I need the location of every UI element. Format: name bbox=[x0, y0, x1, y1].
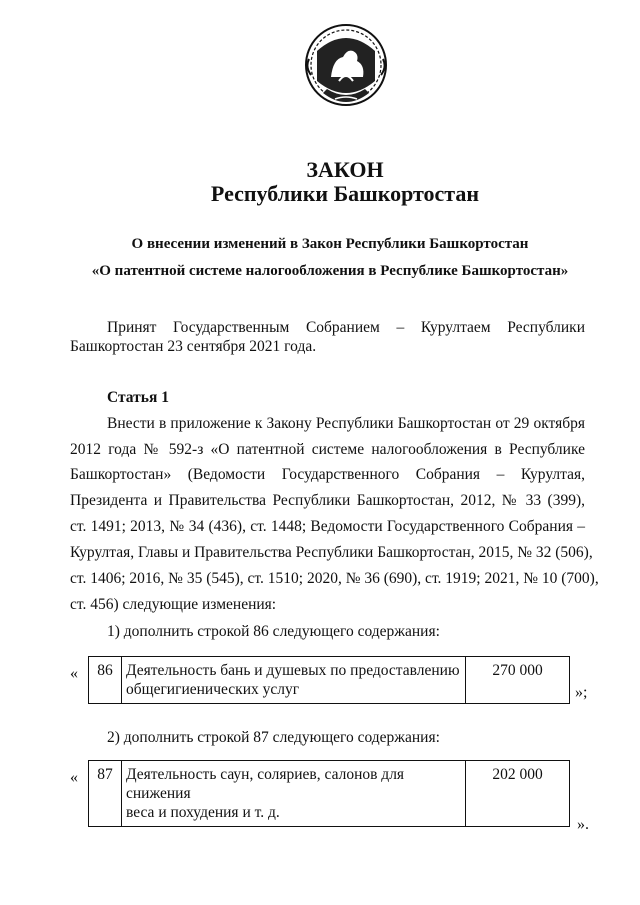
article-text-line: Башкортостан» (Ведомости Государственного Собрания – Курултая, bbox=[70, 466, 585, 483]
table-row bbox=[89, 761, 570, 827]
row-description-line-2: веса и похудения и т. д. bbox=[126, 804, 280, 821]
article-text-line: Внести в приложение к Закону Республики Башкортостан от 29 октября bbox=[107, 415, 585, 432]
row-value: 270 000 bbox=[466, 657, 570, 704]
article-text-line: ст. 1406; 2016, № 35 (545), ст. 1510; 2020, № 36 (690), ст. 1919; 2021, № 10 (700), bbox=[70, 570, 599, 587]
row-description-line-2: общегигиенических услуг bbox=[126, 681, 300, 698]
row-value: 202 000 bbox=[466, 761, 570, 827]
article-text-line: Президента и Правительства Республики Башкортостан, 2012, № 33 (399), bbox=[70, 492, 585, 509]
change-item-1: 1) дополнить строкой 86 следующего содержания: bbox=[107, 623, 440, 640]
article-text-line: ст. 456) следующие изменения: bbox=[70, 596, 277, 613]
article-title: Статья 1 bbox=[107, 389, 169, 406]
row-description-line-1: Деятельность саун, соляриев, салонов для снижения bbox=[126, 766, 405, 802]
heading-line-1: О внесении изменений в Закон Республики Башкортостан bbox=[131, 236, 529, 252]
article-text-line: Курултая, Главы и Правительства Республики Башкортостан, 2015, № 32 (506), bbox=[70, 544, 593, 561]
row-number: 87 bbox=[89, 761, 122, 827]
document-subtitle: Республики Башкортостан bbox=[210, 181, 480, 206]
row-open-quote: « bbox=[70, 665, 78, 682]
coat-of-arms-emblem bbox=[303, 21, 389, 113]
row-number: 86 bbox=[89, 657, 122, 704]
row-open-quote: « bbox=[70, 769, 78, 786]
row-description bbox=[122, 657, 466, 704]
article-text-line: 2012 года № 592-з «О патентной системе налогообложения в Республике bbox=[70, 441, 585, 458]
change-item-2: 2) дополнить строкой 87 следующего содержания: bbox=[107, 729, 440, 746]
row-description-line-1: Деятельность бань и душевых по предоставлению bbox=[126, 662, 460, 679]
adoption-line-1: Принят Государственным Собранием – Курултаем Республики bbox=[107, 319, 585, 336]
adoption-line-2: Башкортостан 23 сентября 2021 года. bbox=[70, 338, 317, 355]
insert-table-row-87 bbox=[88, 760, 570, 827]
table-row bbox=[89, 657, 570, 704]
article-text-line: ст. 1491; 2013, № 34 (436), ст. 1448; Ведомости Государственного Собрания – bbox=[70, 518, 585, 535]
row-description bbox=[122, 761, 466, 827]
row-close-quote: »; bbox=[575, 684, 588, 701]
row-close-quote: ». bbox=[577, 816, 589, 833]
heading-line-2: «О патентной системе налогообложения в Республике Башкортостан» bbox=[91, 263, 569, 279]
insert-table-row-86 bbox=[88, 656, 570, 704]
document-title: ЗАКОН bbox=[306, 157, 384, 182]
